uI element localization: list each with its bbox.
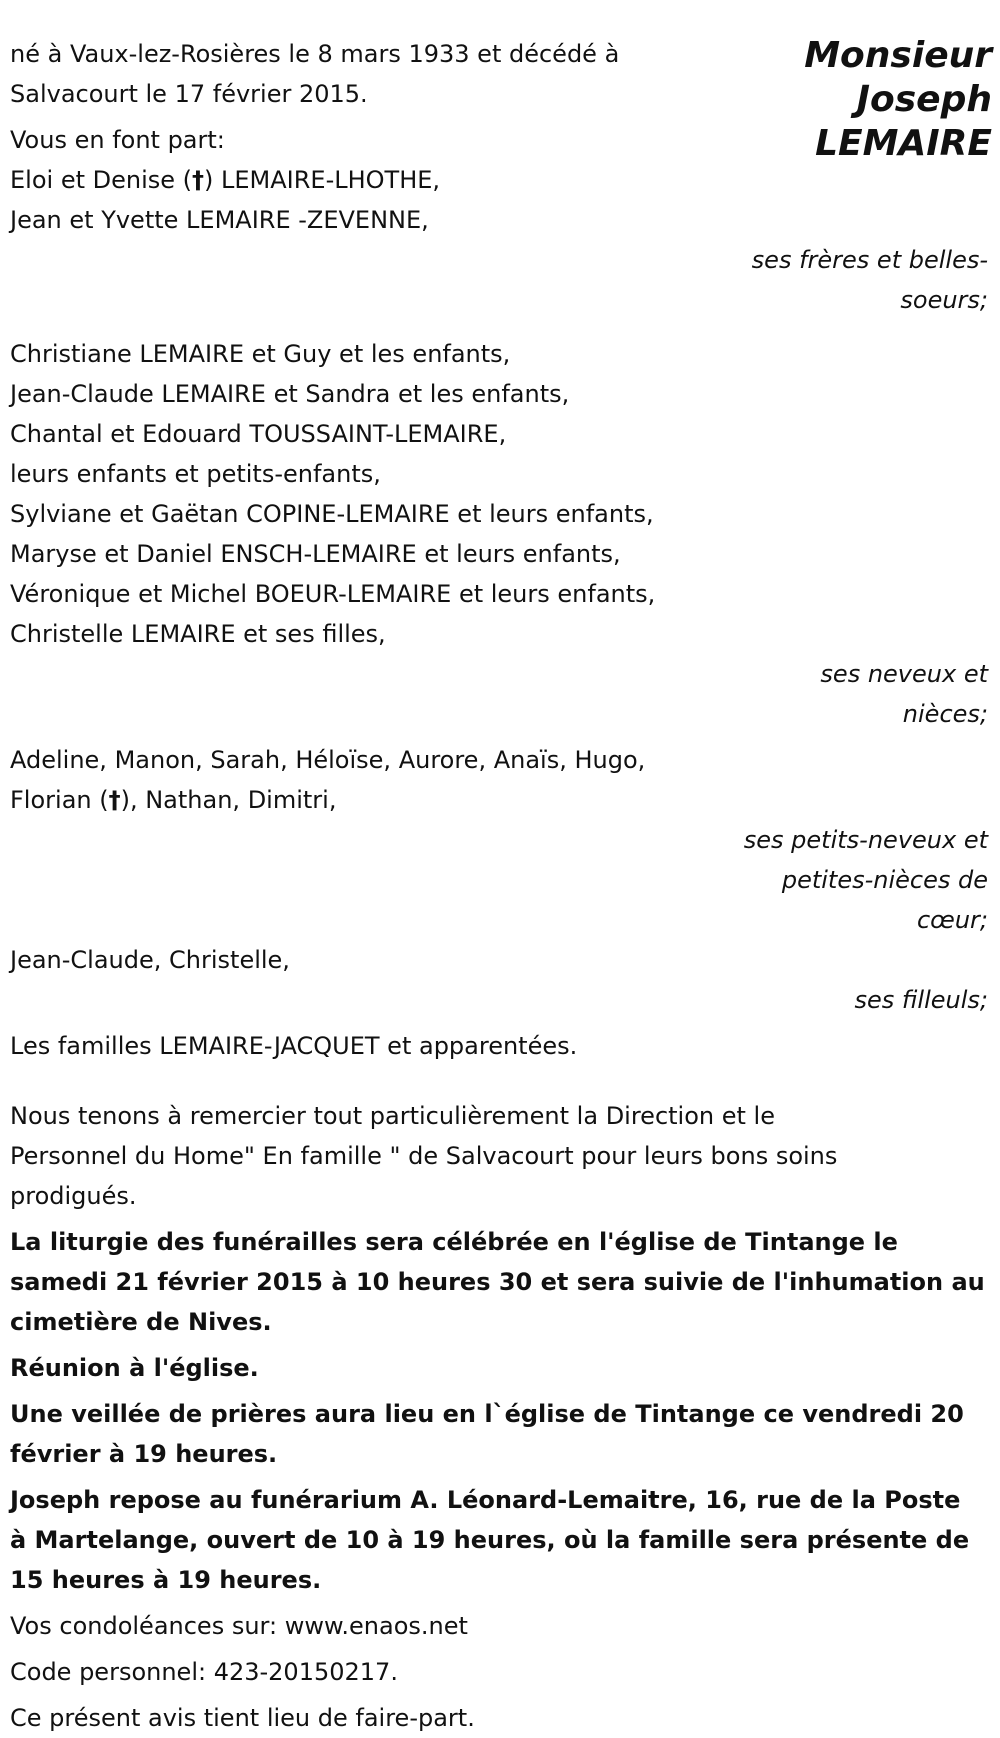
grandnephews-relation-line-3: cœur; xyxy=(916,906,988,934)
meeting-paragraph xyxy=(10,1348,990,1388)
nephew-line: Chantal et Edouard TOUSSAINT-LEMAIRE, xyxy=(10,420,507,448)
condolences-paragraph xyxy=(10,1606,990,1646)
siblings-line-1-end: ) LEMAIRE-LHOTHE, xyxy=(204,166,441,194)
nephews-relation-line-1: ses neveux et xyxy=(820,660,988,688)
vigil-line-1: Une veillée de prières aura lieu en l`église de Tintange ce vendredi 20 xyxy=(10,1400,964,1428)
grandnephews-relation-line-2: petites-nièces de xyxy=(781,866,988,894)
birth-death-paragraph xyxy=(10,34,990,114)
notice-line: Ce présent avis tient lieu de faire-part. xyxy=(10,1704,475,1732)
families-line: Les familles LEMAIRE-JACQUET et apparentées. xyxy=(10,1032,578,1060)
grandnephews-line-2-end: ), Nathan, Dimitri, xyxy=(120,786,337,814)
thanks-line-2: Personnel du Home" En famille " de Salvacourt pour leurs bons soins xyxy=(10,1142,838,1170)
cross-icon: † xyxy=(108,786,121,814)
obituary-body xyxy=(10,34,990,1738)
siblings-line-2: Jean et Yvette LEMAIRE -ZEVENNE, xyxy=(10,206,429,234)
title-line-2: Joseph xyxy=(856,79,992,120)
code-line: Code personnel: 423-20150217. xyxy=(10,1658,398,1686)
nephew-line: Véronique et Michel BOEUR-LEMAIRE et leurs enfants, xyxy=(10,580,656,608)
rest-line-3: 15 heures à 19 heures. xyxy=(10,1566,322,1594)
grandnephews-relation-line-1: ses petits-neveux et xyxy=(743,826,988,854)
nephew-line: leurs enfants et petits-enfants, xyxy=(10,460,381,488)
nephews-block xyxy=(10,334,990,734)
grandnephews-line-1: Adeline, Manon, Sarah, Héloïse, Aurore, Anaïs, Hugo, xyxy=(10,746,646,774)
nephews-relation-line-2: nièces; xyxy=(902,700,988,728)
grandnephews-block xyxy=(10,740,990,940)
nephew-line: Sylviane et Gaëtan COPINE-LEMAIRE et leurs enfants, xyxy=(10,500,654,528)
nephew-line: Maryse et Daniel ENSCH-LEMAIRE et leurs enfants, xyxy=(10,540,621,568)
funeral-line-3: cimetière de Nives. xyxy=(10,1308,272,1336)
birth-line-1: né à Vaux-lez-Rosières le 8 mars 1933 et décédé à xyxy=(10,40,620,68)
funeral-line-1: La liturgie des funérailles sera célébrée en l'église de Tintange le xyxy=(10,1228,898,1256)
notice-paragraph xyxy=(10,1698,990,1738)
birth-line-2: Salvacourt le 17 février 2015. xyxy=(10,80,368,108)
intro-line: Vous en font part: xyxy=(10,126,225,154)
siblings-relation-line-1: ses frères et belles- xyxy=(751,246,988,274)
meeting-line: Réunion à l'église. xyxy=(10,1354,259,1382)
vigil-paragraph xyxy=(10,1394,990,1474)
siblings-line-1-start: Eloi et Denise ( xyxy=(10,166,193,194)
godchildren-relation-line: ses filleuls; xyxy=(854,986,988,1014)
grandnephews-line-2 xyxy=(10,780,990,820)
nephew-line: Christelle LEMAIRE et ses filles, xyxy=(10,620,386,648)
funeral-line-2: samedi 21 février 2015 à 10 heures 30 et sera suivie de l'inhumation au xyxy=(10,1268,985,1296)
rest-line-1: Joseph repose au funérarium A. Léonard-Lemaitre, 16, rue de la Poste xyxy=(10,1486,961,1514)
thanks-line-1: Nous tenons à remercier tout particulièrement la Direction et le xyxy=(10,1102,775,1130)
funeral-paragraph xyxy=(10,1222,990,1342)
families-block xyxy=(10,1026,990,1066)
godchildren-line: Jean-Claude, Christelle, xyxy=(10,946,290,974)
grandnephews-relation xyxy=(10,820,988,940)
condolences-line: Vos condoléances sur: www.enaos.net xyxy=(10,1612,468,1640)
siblings-relation-line-2: soeurs; xyxy=(900,286,988,314)
rest-paragraph xyxy=(10,1480,990,1600)
code-paragraph xyxy=(10,1652,990,1692)
vigil-line-2: février à 19 heures. xyxy=(10,1440,278,1468)
rest-line-2: à Martelange, ouvert de 10 à 19 heures, où la famille sera présente de xyxy=(10,1526,970,1554)
godchildren-block xyxy=(10,940,990,1020)
godchildren-relation xyxy=(10,980,988,1020)
nephew-line: Christiane LEMAIRE et Guy et les enfants, xyxy=(10,340,511,368)
siblings-block xyxy=(10,120,990,320)
nephews-relation xyxy=(10,654,988,734)
title-line-1: Monsieur xyxy=(804,35,992,76)
cross-icon: † xyxy=(192,166,205,194)
siblings-relation xyxy=(10,240,988,320)
grandnephews-line-2-start: Florian ( xyxy=(10,786,109,814)
thanks-line-3: prodigués. xyxy=(10,1182,137,1210)
title-line-3: LEMAIRE xyxy=(815,123,992,164)
siblings-line-1 xyxy=(10,160,990,200)
nephew-line: Jean-Claude LEMAIRE et Sandra et les enfants, xyxy=(10,380,570,408)
thanks-paragraph xyxy=(10,1096,990,1216)
